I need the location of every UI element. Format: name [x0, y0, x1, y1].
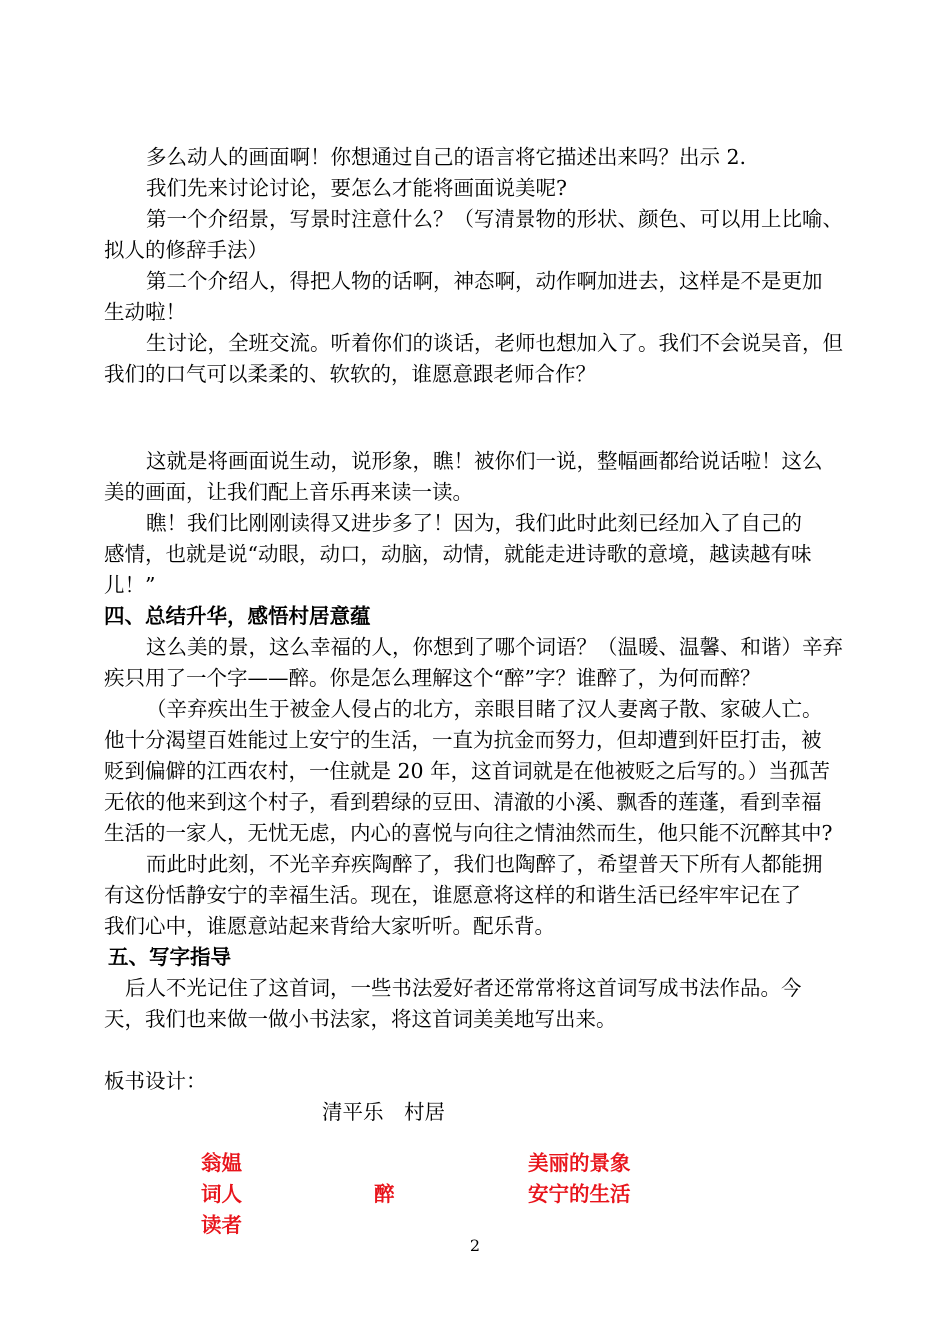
paragraph-line: 美的画面，让我们配上音乐再来读一读。: [104, 480, 473, 504]
paragraph-line: 感情，也就是说“动眼，动口，动脑，动情，就能走进诗歌的意境，越读越有味: [104, 542, 812, 566]
paragraph-line: 我们先来讨论讨论，要怎么才能将画面说美呢?: [146, 176, 567, 200]
paragraph-line: 我们的口气可以柔柔的、软软的，谁愿意跟老师合作？: [104, 362, 596, 386]
paragraph-line: 生动啦！: [104, 300, 186, 324]
paragraph-line: 而此时此刻，不光辛弃疾陶醉了，我们也陶醉了，希望普天下所有人都能拥: [146, 852, 823, 876]
paragraph-line: 后人不光记住了这首词，一些书法爱好者还常常将这首词写成书法作品。今: [125, 976, 802, 1000]
paragraph-line: 这么美的景，这么幸福的人，你想到了哪个词语？（温暖、温馨、和谐）辛弃: [146, 635, 843, 659]
paragraph-line: 有这份恬静安宁的幸福生活。现在，谁愿意将这样的和谐生活已经牢牢记在了: [104, 883, 801, 907]
board-left-item: 词人: [201, 1182, 242, 1206]
paragraph-line: 贬到偏僻的江西农村，一住就是 20 年，这首词就是在他被贬之后写的。）当孤苦: [104, 759, 830, 783]
board-title: 清平乐 村居: [322, 1100, 445, 1124]
paragraph-line: 瞧！我们比刚刚读得又进步多了！因为，我们此时此刻已经加入了自己的: [146, 511, 802, 535]
paragraph-line: 生活的一家人，无忧无虑，内心的喜悦与向往之情油然而生，他只能不沉醉其中?: [104, 821, 833, 845]
section-heading: 四、总结升华，感悟村居意蕴: [104, 604, 371, 628]
paragraph-line: 第二个介绍人，得把人物的话啊，神态啊，动作啊加进去，这样是不是更加: [146, 269, 823, 293]
section-heading: 五、写字指导: [108, 945, 231, 969]
paragraph-line: 天，我们也来做一做小书法家，将这首词美美地写出来。: [104, 1007, 617, 1031]
paragraph-line: 儿！”: [104, 573, 156, 597]
paragraph-line: （辛弃疾出生于被金人侵占的北方，亲眼目睹了汉人妻离子散、家破人亡。: [146, 697, 823, 721]
paragraph-line: 这就是将画面说生动，说形象，瞧！被你们一说，整幅画都给说话啦！这么: [146, 449, 823, 473]
paragraph-line: 无依的他来到这个村子，看到碧绿的豆田、清澈的小溪、飘香的莲蓬，看到幸福: [104, 790, 822, 814]
board-right-item: 安宁的生活: [528, 1182, 631, 1206]
board-left-item: 翁媪: [201, 1151, 242, 1175]
paragraph-line: 他十分渴望百姓能过上安宁的生活，一直为抗金而努力，但却遭到奸臣打击，被: [104, 728, 822, 752]
board-left-item: 读者: [201, 1213, 242, 1237]
paragraph-line: 生讨论，全班交流。听着你们的谈话，老师也想加入了。我们不会说吴音，但: [146, 331, 843, 355]
paragraph-line: 我们心中，谁愿意站起来背给大家听听。配乐背。: [104, 914, 555, 938]
paragraph-line: 多么动人的画面啊！你想通过自己的语言将它描述出来吗？出示 2.: [146, 145, 747, 169]
board-right-item: 美丽的景象: [528, 1151, 631, 1175]
board-center-word: 醉: [374, 1182, 395, 1206]
paragraph-line: 第一个介绍景，写景时注意什么？（写清景物的形状、颜色、可以用上比喻、: [146, 207, 843, 231]
board-label: 板书设计：: [104, 1069, 207, 1093]
page-number: 2: [469, 1236, 481, 1255]
paragraph-line: 拟人的修辞手法）: [104, 238, 268, 262]
paragraph-line: 疾只用了一个字——醉。你是怎么理解这个“醉”字？谁醉了，为何而醉？: [104, 666, 761, 690]
